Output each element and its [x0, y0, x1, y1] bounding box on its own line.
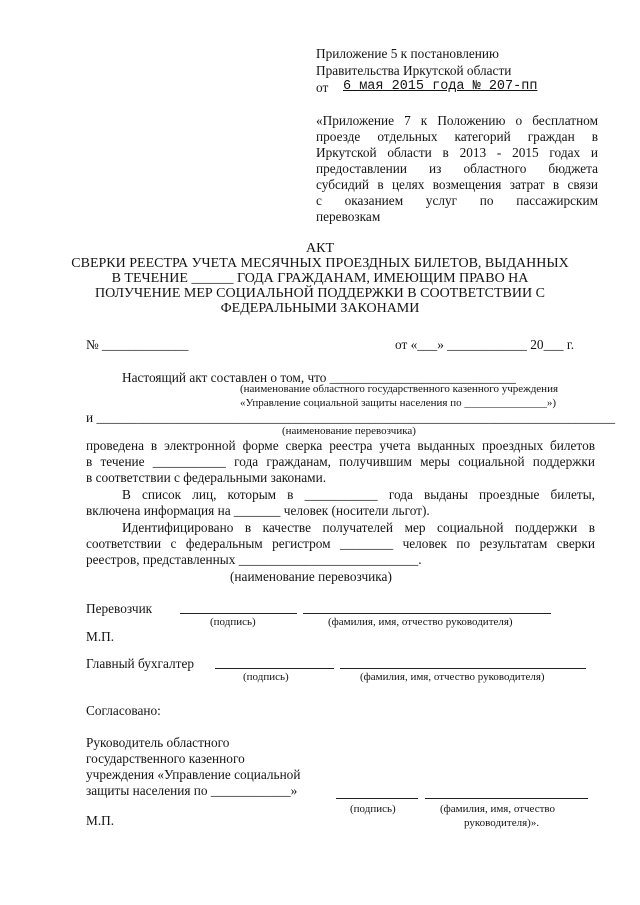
hint-carrier-2: (наименование перевозчика) — [230, 569, 392, 584]
body-intro: Настоящий акт составлен о том, что ____________________________ — [122, 370, 516, 385]
head-sign-hint: (подпись) — [350, 803, 396, 815]
title-akt: АКТ — [306, 241, 334, 256]
carrier-sign-hint: (подпись) — [210, 616, 256, 628]
accountant-fio-hint: (фамилия, имя, отчество руководителя) — [360, 671, 545, 683]
head-fio-line — [425, 798, 588, 799]
body-paragraph-7: соответствии с федеральным регистром ________ человек по результатам сверки — [86, 536, 595, 551]
body-paragraph-5: включена информация на _______ человек (носители льгот). — [86, 503, 430, 518]
head-fio-hint-2: руководителя)». — [464, 817, 540, 829]
carrier-fio-line — [303, 613, 551, 614]
header-line-2: Правительства Иркутской области — [316, 63, 512, 78]
title-line-2: В ТЕЧЕНИЕ ______ ГОДА ГРАЖДАНАМ, ИМЕЮЩИМ ПРАВО НА — [111, 271, 529, 286]
accountant-fio-line — [340, 668, 586, 669]
title-line-4: ФЕДЕРАЛЬНЫМИ ЗАКОНАМИ — [220, 301, 420, 316]
body-and-line: и ______________________________________________________________________________ — [86, 410, 616, 425]
preamble-line-3: Иркутской области в 2013 - 2015 годах и — [316, 145, 598, 160]
accountant-sign-hint: (подпись) — [243, 671, 289, 683]
header-line-3-prefix: от — [316, 80, 329, 95]
header-date: 6 мая 2015 года № 207-пп — [343, 79, 538, 94]
body-paragraph-6: Идентифицировано в качестве получателей мер социальной поддержки в — [122, 520, 595, 535]
body-paragraph-4: В список лиц, которым в ___________ года выданы проездные билеты, — [122, 487, 595, 502]
carrier-stamp: М.П. — [86, 629, 115, 644]
head-stamp: М.П. — [86, 813, 115, 828]
body-paragraph-2: в течение ___________ года гражданам, получившим меры социальной поддержки — [86, 454, 595, 469]
hint-institution: (наименование областного государственного казенного учреждения — [240, 383, 559, 395]
title-line-1: СВЕРКИ РЕЕСТРА УЧЕТА МЕСЯЧНЫХ ПРОЕЗДНЫХ БИЛЕТОВ, ВЫДАННЫХ — [71, 256, 569, 271]
head-line-3: учреждения «Управление социальной — [86, 767, 301, 782]
title-line-3: ПОЛУЧЕНИЕ МЕР СОЦИАЛЬНОЙ ПОДДЕРЖКИ В СООТВЕТСТВИИ С — [95, 286, 545, 301]
accountant-label: Главный бухгалтер — [86, 656, 195, 671]
head-line-1: Руководитель областного — [86, 735, 230, 750]
act-date: от «___» ____________ 20___ г. — [395, 337, 575, 352]
head-fio-hint-1: (фамилия, имя, отчество — [440, 803, 556, 815]
preamble-line-5: субсидий в целях возмещения затрат в связи — [316, 177, 598, 192]
agreed-label: Согласовано: — [86, 703, 161, 718]
act-number: № _____________ — [86, 337, 189, 352]
hint-department: «Управление социальной защиты населения по _______________») — [240, 397, 557, 409]
accountant-sign-line — [215, 668, 334, 669]
carrier-label: Перевозчик — [86, 601, 153, 616]
carrier-sign-line — [180, 613, 297, 614]
head-sign-line — [336, 798, 418, 799]
head-line-4: защиты населения по ____________» — [86, 783, 298, 798]
carrier-fio-hint: (фамилия, имя, отчество руководителя) — [328, 616, 513, 628]
body-paragraph-1: проведена в электронной форме сверка реестра учета выданных проездных билетов — [86, 438, 595, 453]
preamble-line-2: проезде отдельных категорий граждан в — [316, 129, 598, 144]
body-paragraph-8: реестров, представленных ___________________________. — [86, 552, 422, 567]
head-line-2: государственного казенного — [86, 751, 245, 766]
body-paragraph-3: в соответствии с федеральными законами. — [86, 470, 327, 485]
hint-carrier: (наименование перевозчика) — [282, 425, 416, 437]
preamble-line-4: предоставлении из областного бюджета — [316, 161, 598, 176]
preamble-line-6: с оказанием услуг по пассажирским — [316, 193, 598, 208]
preamble-line-7: перевозкам — [316, 209, 381, 224]
preamble-line-1: «Приложение 7 к Положению о бесплатном — [316, 113, 598, 128]
header-line-1: Приложение 5 к постановлению — [316, 46, 499, 61]
